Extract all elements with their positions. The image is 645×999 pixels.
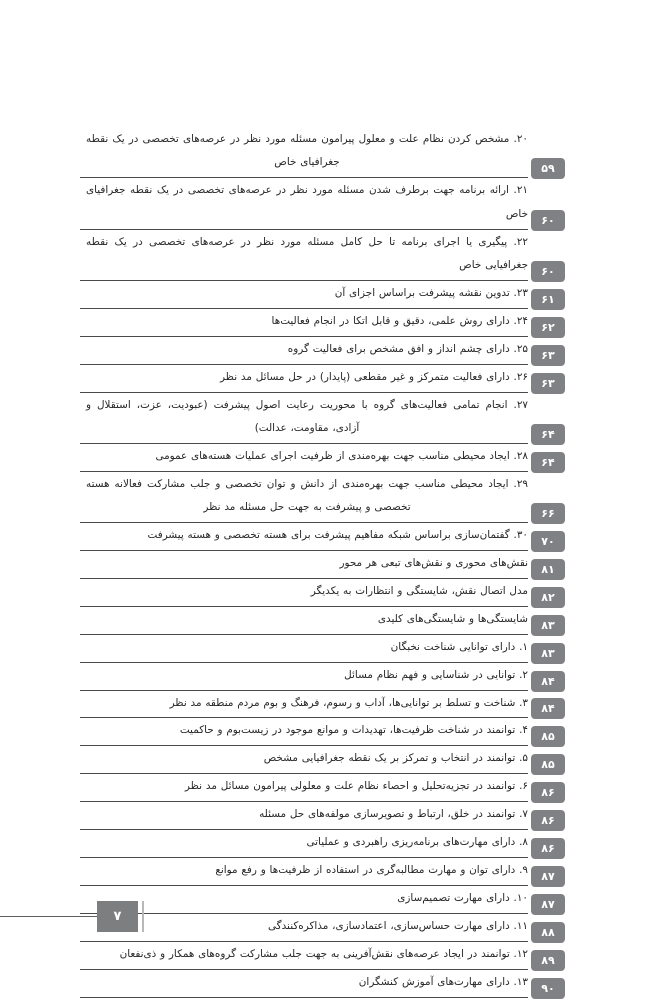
toc-entry[interactable] [80, 692, 565, 720]
toc-entry-title: ۱۰. دارای مهارت تصمیم‌سازی [397, 891, 528, 904]
toc-entry[interactable] [80, 608, 565, 636]
toc-entry-line [80, 859, 528, 886]
toc-entry-title: ۳۰. گفتمان‌سازی براساس شبکه مفاهیم پیشرفت برای هسته تخصصی و هسته پیشرفت [147, 529, 528, 542]
toc-page-number: ۶۲ [531, 317, 565, 338]
toc-entry-line [80, 747, 528, 774]
toc-entry[interactable] [80, 552, 565, 580]
toc-page-number: ۸۹ [531, 950, 565, 971]
toc-entry-title: ۲۱. ارائه برنامه جهت برطرف شدن مسئله مورد نظر در عرصه‌های تخصصی در یک نقطه جغرافیای خاص [86, 184, 528, 220]
toc-page-number: ۸۳ [531, 615, 565, 636]
toc-page-number: ۸۷ [531, 866, 565, 887]
toc-entry[interactable] [80, 524, 565, 552]
toc-entry-line [80, 552, 528, 579]
toc-entry-title: مدل اتصال نقش، شایستگی و انتظارات به یکدیگر [310, 584, 528, 597]
toc-page-number: ۸۴ [531, 671, 565, 692]
toc-entry-line [80, 394, 528, 444]
toc-entry-line [80, 282, 528, 309]
toc-page-number: ۶۴ [531, 424, 565, 445]
footer-rule [0, 916, 98, 917]
toc-entry-title: نقش‌های محوری و نقش‌های تبعی هر محور [339, 557, 528, 569]
toc-entry-title: ۱۲. توانمند در ایجاد عرصه‌های نقش‌آفرینی به جهت جلب مشارکت گروه‌های همکار و ذی‌نفعان [119, 947, 528, 960]
toc-entry[interactable] [80, 971, 565, 999]
toc-entry-line [80, 692, 528, 719]
toc-entry[interactable] [80, 636, 565, 664]
toc-page-number: ۸۷ [531, 894, 565, 915]
toc-entry-title: ۲۰. مشخص کردن نظام علت و معلول پیرامون مسئله مورد نظر در عرصه‌های تخصصی در یک نقطه جغرافیای خاص [86, 133, 528, 169]
toc-entry[interactable] [80, 831, 565, 859]
toc-page-number: ۸۴ [531, 698, 565, 719]
toc-page-number: ۸۸ [531, 922, 565, 943]
page-footer [0, 897, 320, 937]
toc-entry-title: ۲۲. پیگیری یا اجرای برنامه تا حل کامل مسئله مورد نظر در عرصه‌های تخصصی در یک نقطه جغرافیایی خاص [86, 235, 528, 272]
toc-entry-line [80, 179, 528, 229]
toc-entry-title: ۲۸. ایجاد محیطی مناسب جهت بهره‌مندی از ظرفیت اجرای عملیات هسته‌های عمومی [155, 449, 528, 462]
toc-entry[interactable] [80, 445, 565, 473]
toc-entry-title: ۲۳. تدوین نقشه پیشرفت براساس اجزای آن [334, 286, 528, 299]
folio-number: ۷ [97, 901, 138, 932]
toc-page-number: ۹۰ [531, 978, 565, 999]
toc-entry[interactable] [80, 719, 565, 747]
toc-entry[interactable] [80, 366, 565, 394]
toc-entry-line [80, 473, 528, 523]
toc-entry-title: ۲. توانایی در شناسایی و فهم نظام مسائل [344, 668, 528, 681]
toc-entry-line [80, 943, 528, 970]
toc-entry-line [80, 831, 528, 858]
toc-page-number: ۶۶ [531, 503, 565, 524]
toc-entry-title: ۹. دارای توان و مهارت مطالبه‌گری در استفاده از ظرفیت‌ها و رفع موانع [215, 863, 528, 876]
toc-entry-title: ۵. توانمند در انتخاب و تمرکز بر یک نقطه جغرافیایی مشخص [263, 752, 528, 765]
toc-entry[interactable] [80, 282, 565, 310]
toc-entry[interactable] [80, 394, 565, 445]
toc-page-number: ۸۶ [531, 810, 565, 831]
toc-entry-title: ۱۳. دارای مهارت‌های آموزش کنشگران [358, 975, 528, 988]
toc-entry-line [80, 338, 528, 365]
toc-entry-title: ۲۹. ایجاد محیطی مناسب جهت بهره‌مندی از دانش و توان تخصصی و جلب مشارکت فعالانه هسته تخصصی و پیشرفت به جهت حل مسئله مد نظر [86, 477, 528, 514]
toc-entry-title: ۱. دارای توانایی شناخت نخبگان [390, 640, 528, 653]
toc-page-number: ۶۳ [531, 373, 565, 394]
toc-entry-title: ۶. توانمند در تجزیه‌تحلیل و احصاء نظام علت و معلولی پیرامون مسائل مد نظر [184, 780, 528, 793]
toc-entry-title: ۱۱. دارای مهارت حساس‌سازی، اعتمادسازی، مذاکره‌کنندگی [268, 919, 528, 932]
toc-entry-line [80, 128, 528, 178]
toc-entry[interactable] [80, 747, 565, 775]
toc-entry-line [80, 524, 528, 551]
toc-entry-title: ۸. دارای مهارت‌های برنامه‌ریزی راهبردی و عملیاتی [306, 836, 528, 849]
toc-entry-line [80, 580, 528, 607]
toc-entry-line [80, 366, 528, 393]
toc-page-number: ۶۰ [531, 210, 565, 231]
toc-entry[interactable] [80, 803, 565, 831]
toc-entry-title: ۳. شناخت و تسلط بر توانایی‌ها، آداب و رسوم، فرهنگ و بوم مردم منطقه مد نظر [169, 696, 528, 709]
toc-entry-title: ۲۶. دارای فعالیت متمرکز و غیر مقطعی (پایدار) در حل مسائل مد نظر [219, 370, 528, 383]
toc-entry-line [80, 636, 528, 663]
toc-entry[interactable] [80, 664, 565, 692]
toc-page-number: ۶۳ [531, 345, 565, 366]
toc-entry[interactable] [80, 338, 565, 366]
toc-page-number: ۶۴ [531, 452, 565, 473]
toc-page-number: ۶۰ [531, 261, 565, 282]
toc-entry-line [80, 719, 528, 746]
toc-page-number: ۵۹ [531, 158, 565, 179]
toc-entry-title: ۲۵. دارای چشم انداز و افق مشخص برای فعالیت گروه [287, 342, 528, 355]
toc-entry-line [80, 608, 528, 635]
toc-entry[interactable] [80, 231, 565, 282]
toc-entry[interactable] [80, 859, 565, 887]
toc-entry[interactable] [80, 179, 565, 230]
toc-page-number: ۶۱ [531, 289, 565, 310]
toc-page-number: ۸۲ [531, 587, 565, 608]
toc-entry[interactable] [80, 310, 565, 338]
toc-page-number: ۸۶ [531, 782, 565, 803]
toc-entry-line [80, 231, 528, 281]
toc-page-number: ۸۵ [531, 754, 565, 775]
toc-entry[interactable] [80, 128, 565, 179]
toc-entry-title: ۷. توانمند در خلق، ارتباط و تصویرسازی مولفه‌های حل مسئله [259, 808, 528, 821]
toc-entry-line [80, 310, 528, 337]
toc-entry-title: ۴. توانمند در شناخت ظرفیت‌ها، تهدیدات و موانع موجود در زیست‌بوم و حاکمیت [179, 724, 528, 737]
toc-page-number: ۸۳ [531, 643, 565, 664]
toc-page-number: ۸۶ [531, 838, 565, 859]
toc-entry-line [80, 775, 528, 802]
toc-entry[interactable] [80, 943, 565, 971]
toc-entry[interactable] [80, 473, 565, 524]
toc-entry[interactable] [80, 775, 565, 803]
toc-page-number: ۷۰ [531, 531, 565, 552]
toc-entry-line [80, 971, 528, 998]
table-of-contents [80, 128, 565, 999]
toc-entry-line [80, 664, 528, 691]
toc-entry[interactable] [80, 580, 565, 608]
footer-tick-mark [142, 901, 144, 932]
toc-entry-line [80, 803, 528, 830]
toc-entry-title: ۲۷. انجام تمامی فعالیت‌های گروه با محوریت رعایت اصول پیشرفت (عبودیت، عزت، استقلال و آزادی، مقاومت، عدالت) [86, 398, 528, 434]
toc-entry-title: شایستگی‌ها و شایستگی‌های کلیدی [377, 612, 528, 625]
toc-page-number: ۸۱ [531, 559, 565, 580]
toc-entry-line [80, 445, 528, 472]
toc-page-number: ۸۵ [531, 726, 565, 747]
toc-entry-title: ۲۴. دارای روش علمی، دقیق و قابل اتکا در انجام فعالیت‌ها [271, 314, 528, 327]
